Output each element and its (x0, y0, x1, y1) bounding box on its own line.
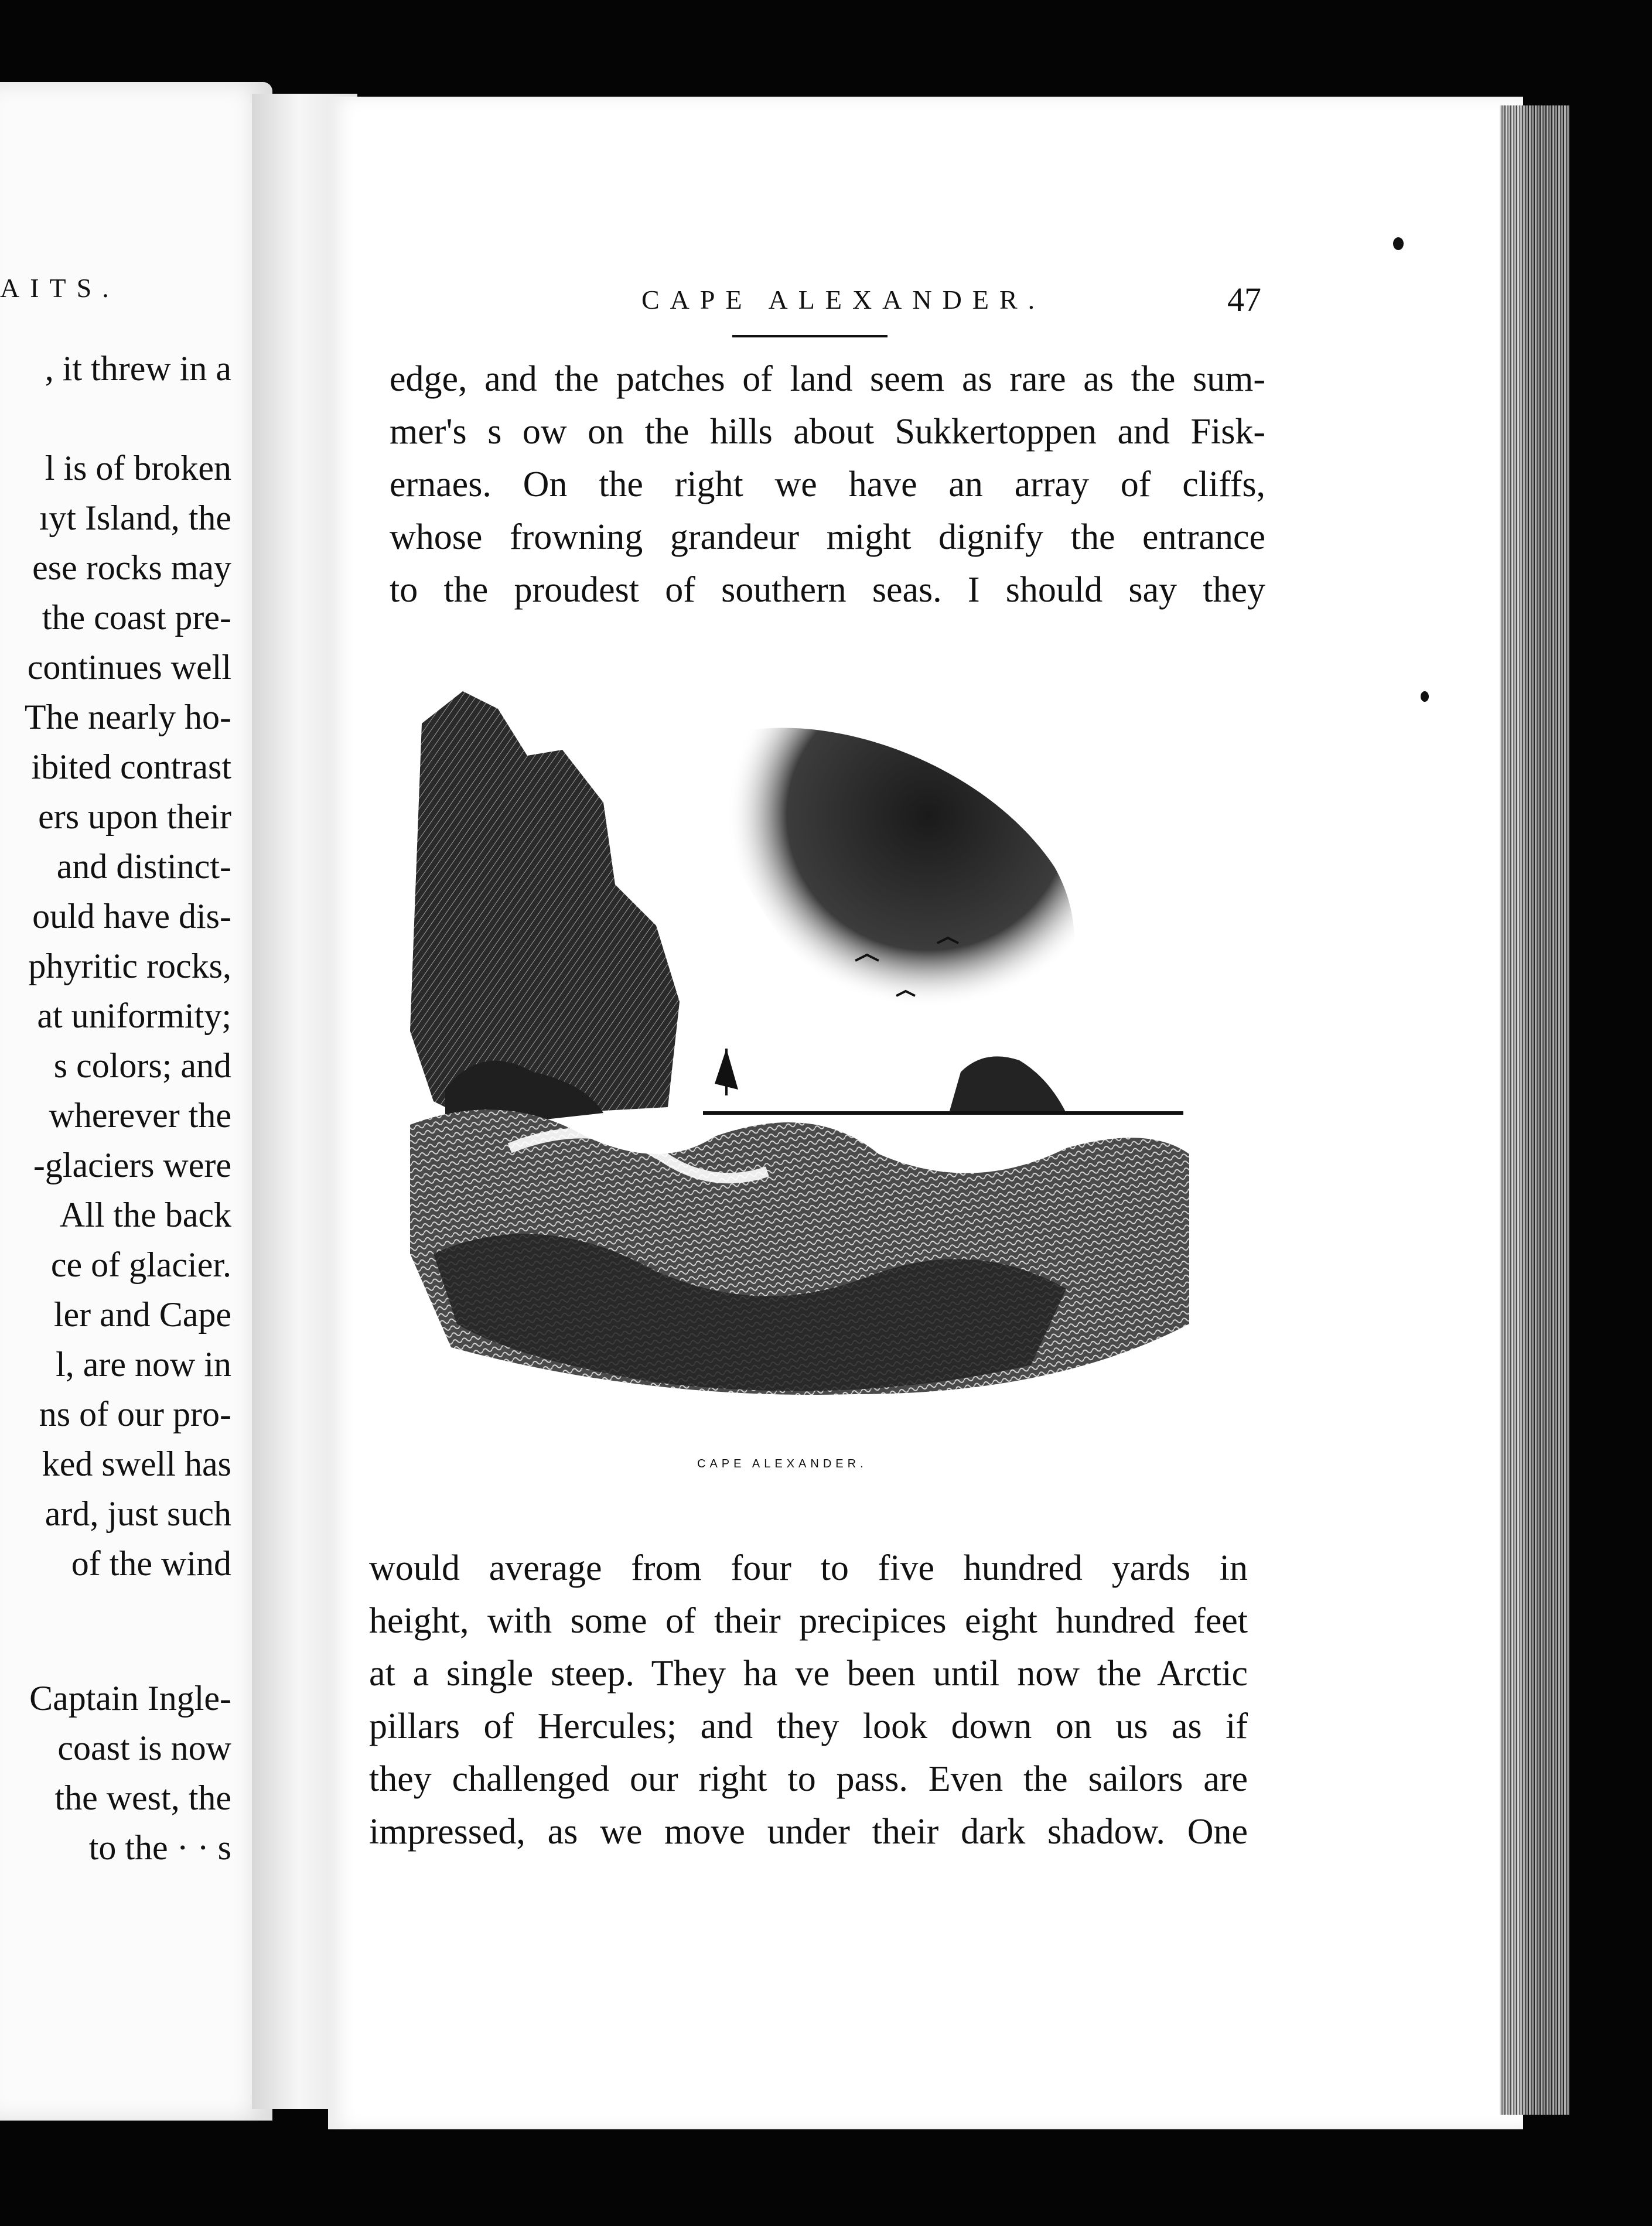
body-line: ernaes. On the right we have an array of cliffs, (390, 465, 1265, 504)
left-line: , it threw in a (45, 349, 231, 388)
left-line: ked swell has (42, 1445, 231, 1483)
left-line: ce of glacier. (50, 1245, 231, 1284)
left-line: ns of our pro- (39, 1395, 231, 1433)
page-fore-edge (1500, 105, 1570, 2115)
left-line: ese rocks may (32, 548, 231, 587)
illustration-caption: CAPE ALEXANDER. (697, 1457, 868, 1470)
left-line: wherever the (49, 1096, 231, 1135)
body-line: mer's s ow on the hills about Sukkertoppen and Fisk- (390, 412, 1265, 452)
body-line: height, with some of their precipices eight hundred feet (369, 1601, 1248, 1641)
left-line: -glaciers were (33, 1146, 231, 1184)
body-line: impressed, as we move under their dark shadow. One (369, 1812, 1248, 1852)
body-line: whose frowning grandeur might dignify the entrance (390, 517, 1265, 557)
cape-alexander-illustration (410, 668, 1201, 1429)
body-line: would average from four to five hundred yards in (369, 1548, 1248, 1588)
left-line: continues well (27, 648, 231, 687)
left-line: ıyt Island, the (39, 499, 231, 537)
left-line: at uniformity; (37, 996, 231, 1035)
left-line: ers upon their (38, 797, 231, 836)
left-line: and distinct- (56, 847, 231, 886)
left-line: ler and Cape (53, 1295, 231, 1334)
page-number: 47 (1227, 281, 1261, 319)
left-line: All the back (59, 1196, 231, 1234)
left-running-head: AITS. (0, 273, 120, 303)
left-line: The nearly ho- (24, 698, 231, 736)
left-line: phyritic rocks, (28, 947, 231, 985)
body-line: at a single steep. They ha ve been until now the Arctic (369, 1654, 1248, 1694)
body-line: they challenged our right to pass. Even the sailors are (369, 1759, 1248, 1799)
left-line: ould have dis- (32, 897, 231, 936)
left-line: the coast pre- (42, 598, 231, 637)
left-line: of the wind (71, 1544, 231, 1583)
left-line: ibited contrast (31, 747, 231, 786)
left-line: ard, just such (45, 1494, 231, 1533)
ink-speck (1421, 691, 1429, 702)
left-line: l, are now in (56, 1345, 231, 1384)
body-line: pillars of Hercules; and they look down on us as if (369, 1706, 1248, 1746)
left-line: l is of broken (45, 449, 231, 487)
body-line: edge, and the patches of land seem as rare as the sum- (390, 359, 1265, 399)
title-rule (732, 335, 888, 337)
left-line: to the · · s (88, 1828, 231, 1867)
left-line: coast is now (57, 1729, 231, 1767)
body-line: to the proudest of southern seas. I should say they (390, 570, 1265, 610)
page-title: CAPE ALEXANDER. (641, 285, 1046, 315)
left-line: Captain Ingle- (29, 1679, 231, 1718)
left-line: the west, the (54, 1778, 231, 1817)
ink-speck (1393, 237, 1404, 250)
left-line: s colors; and (53, 1046, 231, 1085)
